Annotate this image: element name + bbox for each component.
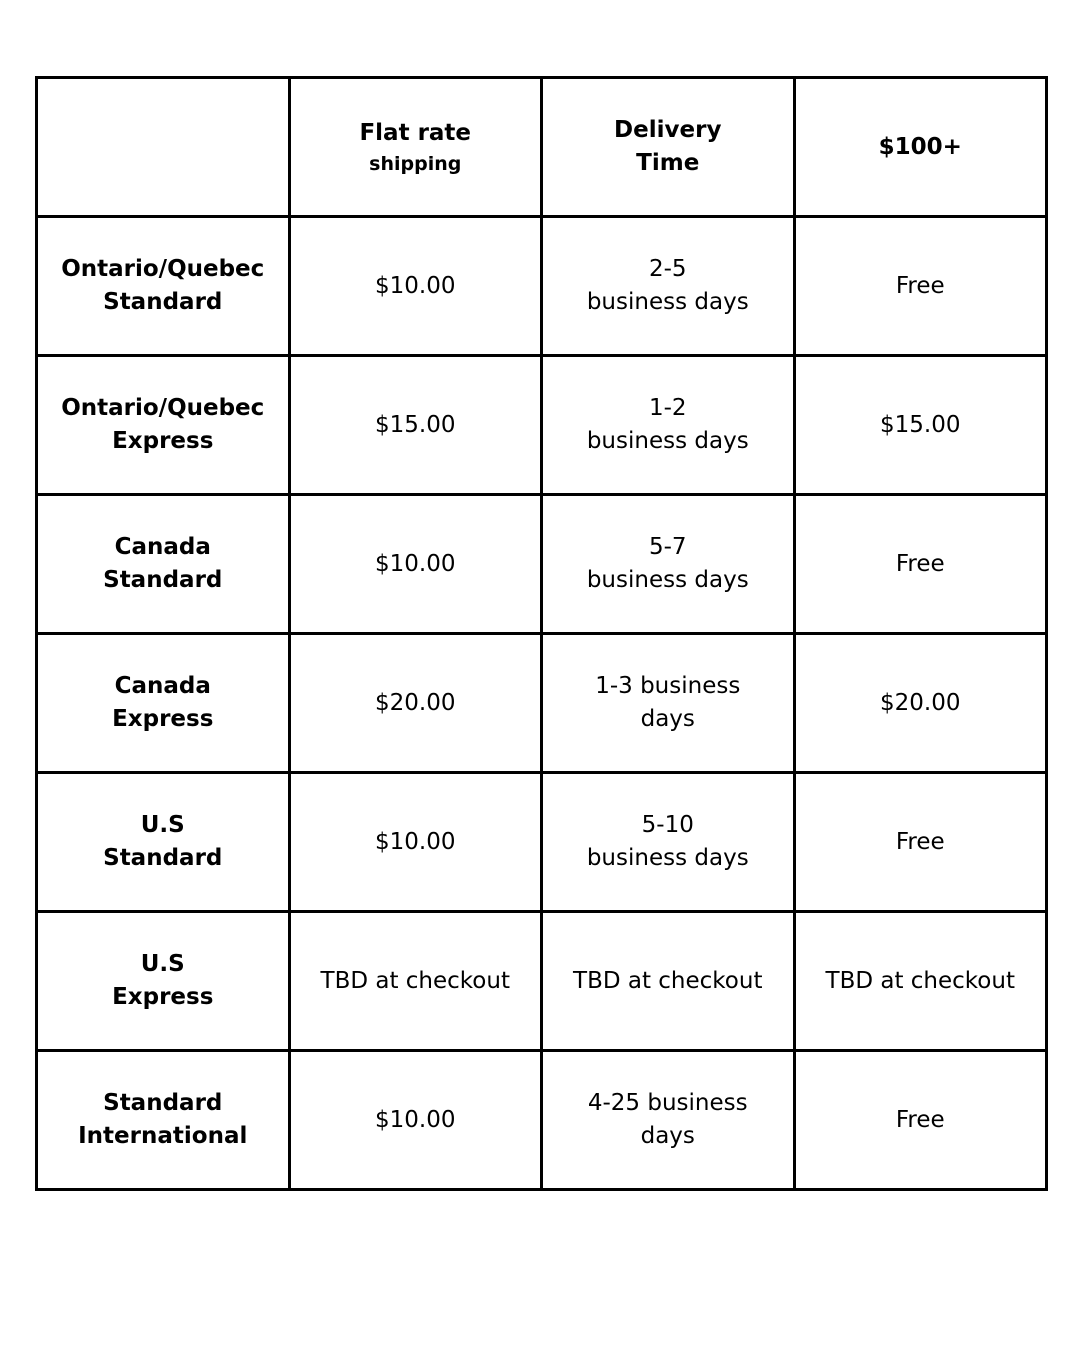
row-label-line2: Express [112, 984, 214, 1010]
delivery-line1: 5-10 [641, 812, 694, 838]
flat-rate-cell: $15.00 [289, 356, 542, 495]
flat-rate-cell: TBD at checkout [289, 912, 542, 1051]
flat-rate-cell: $10.00 [289, 773, 542, 912]
row-label-line1: Canada [114, 673, 211, 699]
over-100-cell: $15.00 [794, 356, 1047, 495]
row-label-line1: Ontario/Quebec [61, 256, 265, 282]
row-label-line2: Express [112, 706, 214, 732]
over-100-cell: $20.00 [794, 634, 1047, 773]
delivery-line1: 5-7 [648, 534, 687, 560]
over-100-cell: TBD at checkout [794, 912, 1047, 1051]
delivery-time-cell [542, 634, 795, 773]
table-row [37, 495, 1047, 634]
row-label-line1: Ontario/Quebec [61, 395, 265, 421]
row-label-line1: Standard [103, 1090, 223, 1116]
delivery-time-cell [542, 495, 795, 634]
row-label [37, 1051, 290, 1190]
row-label-line1: Canada [114, 534, 211, 560]
row-label [37, 217, 290, 356]
header-flat-rate [289, 78, 542, 217]
delivery-time-cell [542, 1051, 795, 1190]
table-row [37, 634, 1047, 773]
delivery-line2: days [640, 706, 695, 732]
flat-rate-cell: $10.00 [289, 217, 542, 356]
header-over-100: $100+ [794, 78, 1047, 217]
row-label-line2: Standard [103, 567, 223, 593]
table-row [37, 912, 1047, 1051]
delivery-line1: 4-25 business [587, 1090, 748, 1116]
over-100-cell: Free [794, 773, 1047, 912]
header-flat-rate-line2: shipping [369, 152, 462, 175]
table-row [37, 217, 1047, 356]
flat-rate-cell: $20.00 [289, 634, 542, 773]
over-100-cell: Free [794, 1051, 1047, 1190]
table-row [37, 356, 1047, 495]
row-label-line2: International [78, 1123, 248, 1149]
row-label [37, 773, 290, 912]
delivery-line1: 1-2 [648, 395, 687, 421]
delivery-line2: business days [586, 289, 749, 315]
header-delivery-time-line1: Delivery [614, 117, 722, 143]
row-label-line2: Standard [103, 289, 223, 315]
row-label-line1: U.S [140, 812, 185, 838]
delivery-time-cell [542, 912, 795, 1051]
row-label-line2: Express [112, 428, 214, 454]
row-label [37, 356, 290, 495]
over-100-cell: Free [794, 495, 1047, 634]
delivery-line1: TBD at checkout [573, 967, 763, 994]
row-label [37, 495, 290, 634]
table-header-row [37, 78, 1047, 217]
delivery-time-cell [542, 773, 795, 912]
delivery-line2: business days [586, 567, 749, 593]
flat-rate-cell: $10.00 [289, 495, 542, 634]
delivery-line2: business days [586, 845, 749, 871]
delivery-line2: business days [586, 428, 749, 454]
delivery-time-cell [542, 217, 795, 356]
delivery-line1: 1-3 business [595, 673, 741, 699]
delivery-line2: days [640, 1123, 695, 1149]
row-label-line1: U.S [140, 951, 185, 977]
shipping-rates-table [35, 76, 1048, 1191]
row-label-line2: Standard [103, 845, 223, 871]
header-flat-rate-line1: Flat rate [359, 119, 472, 146]
header-corner-cell [37, 78, 290, 217]
over-100-cell: Free [794, 217, 1047, 356]
flat-rate-cell: $10.00 [289, 1051, 542, 1190]
header-delivery-time [542, 78, 795, 217]
header-delivery-time-line2: Time [636, 150, 700, 176]
row-label [37, 634, 290, 773]
delivery-time-cell [542, 356, 795, 495]
row-label [37, 912, 290, 1051]
table-row [37, 773, 1047, 912]
delivery-line1: 2-5 [648, 256, 687, 282]
table-row [37, 1051, 1047, 1190]
